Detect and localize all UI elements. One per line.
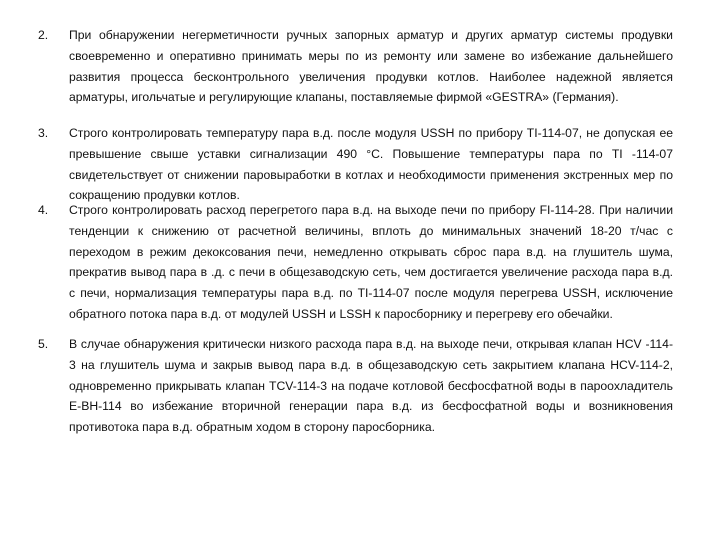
- item-number: 5.: [38, 337, 49, 351]
- item-text: Строго контролировать температуру пара в.д. после модуля USSH по прибору TI-114-07, не допуская ее превышение свыше уставки сигнализации 490 °С. Повышение температуры пара по TI -114-07 свидетельствует от снижении паровыработки в котлах и необходимости применения экстренных мер по сокращению продувки котлов.: [69, 126, 673, 203]
- item-text: При обнаружении негерметичности ручных запорных арматур и других арматур системы продувки своевременно и оперативно принимать меры по из ремонту или замене во избежание дальнейшего развития процесса бесконтрольного увеличения продувки котлов. Наиболее надежной является арматуры, игольчатые и регулирующие клапаны, поставляемые фирмой «GESTRA» (Германия).: [69, 28, 673, 105]
- item-text: Строго контролировать расход перегретого пара в.д. на выходе печи по прибору FI-114-28. При наличии тенденции к снижению от расчетной величины, вплоть до минимальных значений 18-20 т/час с переходом в режим декоксования печи, немедленно открывать сброс пара в.д. на глушитель шума, прекратив вывод пара в .д. с печи в общезаводскую сеть, чем достигается увеличение расхода пара в.д. с печи, нормализация температуры пара в.д. по TI-114-07 после модуля перегрева USSH, исключение обратного потока пара в.д. от модулей USSH и LSSH к паросборнику и перегреву его обечайки.: [69, 203, 673, 321]
- item-text: В случае обнаружения критически низкого расхода пара в.д. на выходе печи, открывая клапан HCV -114-3 на глушитель шума и закрыв вывод пара в.д. в общезаводскую сеть закрытием клапана HCV-114-2, одновременно прикрывать клапан TCV-114-3 на подаче котловой бесфосфатной воды в пароохладитель Е-ВН-114 во избежание вторичной генерации пара в.д. из бесфосфатной воды и возникновения противотока пара в.д. обратным ходом в сторону паросборника.: [69, 337, 673, 435]
- item-number: 3.: [38, 126, 49, 140]
- item-number: 2.: [38, 28, 49, 42]
- item-number: 4.: [38, 203, 49, 217]
